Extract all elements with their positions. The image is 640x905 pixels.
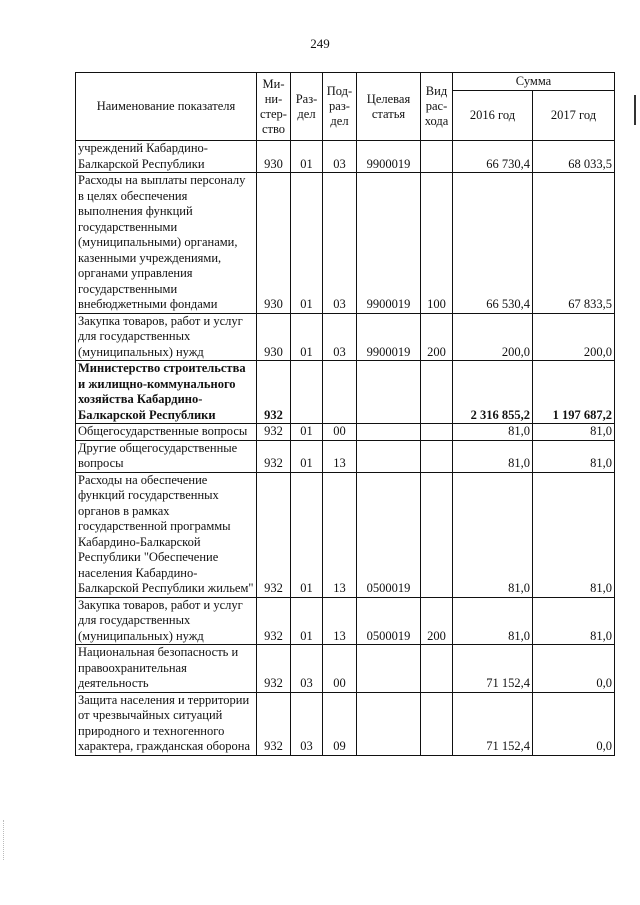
cell-target	[357, 424, 421, 441]
cell-ministry: 932	[257, 692, 291, 755]
cell-2016: 2 316 855,2	[453, 361, 533, 424]
table-row	[76, 141, 615, 173]
table-row	[76, 472, 615, 597]
table-body	[76, 141, 615, 756]
cell-section: 01	[291, 313, 323, 361]
cell-ministry: 932	[257, 597, 291, 645]
cell-section: 01	[291, 597, 323, 645]
cell-target	[357, 645, 421, 693]
cell-2017: 81,0	[533, 597, 615, 645]
cell-2016: 81,0	[453, 597, 533, 645]
cell-subsection: 13	[323, 472, 357, 597]
budget-table	[75, 72, 615, 756]
cell-2016: 66 530,4	[453, 173, 533, 314]
header-2016: 2016 год	[453, 91, 533, 141]
cell-expense: 100	[421, 173, 453, 314]
table-row	[76, 173, 615, 314]
cell-name: Министерство строительства и жилищно-коммунального хозяйства Кабардино-Балкарской Республики	[76, 361, 257, 424]
cell-section: 01	[291, 472, 323, 597]
cell-expense	[421, 361, 453, 424]
cell-name: Закупка товаров, работ и услуг для государственных (муниципальных) нужд	[76, 313, 257, 361]
cell-target: 9900019	[357, 313, 421, 361]
cell-target: 0500019	[357, 472, 421, 597]
cell-section: 01	[291, 173, 323, 314]
cell-expense: 200	[421, 313, 453, 361]
cell-target: 0500019	[357, 597, 421, 645]
cell-expense	[421, 141, 453, 173]
cell-2016: 81,0	[453, 440, 533, 472]
cell-2016: 66 730,4	[453, 141, 533, 173]
cell-target	[357, 440, 421, 472]
cell-ministry: 930	[257, 173, 291, 314]
cell-2017: 68 033,5	[533, 141, 615, 173]
cell-name: Защита населения и территории от чрезвычайных ситуаций природного и техногенного характера, гражданская оборона	[76, 692, 257, 755]
cell-subsection: 03	[323, 141, 357, 173]
cell-ministry: 932	[257, 440, 291, 472]
cell-name: Другие общегосударственные вопросы	[76, 440, 257, 472]
cell-expense	[421, 424, 453, 441]
table-row	[76, 361, 615, 424]
header-target: Целевая статья	[357, 73, 421, 141]
table-row	[76, 692, 615, 755]
table-row	[76, 440, 615, 472]
cell-2017: 67 833,5	[533, 173, 615, 314]
cell-subsection	[323, 361, 357, 424]
cell-target	[357, 692, 421, 755]
cell-section: 01	[291, 141, 323, 173]
cell-subsection: 13	[323, 440, 357, 472]
cell-subsection: 09	[323, 692, 357, 755]
cell-ministry: 932	[257, 424, 291, 441]
cell-2016: 81,0	[453, 472, 533, 597]
cell-target	[357, 361, 421, 424]
table-row	[76, 424, 615, 441]
page-number: 249	[310, 36, 330, 51]
cell-ministry: 930	[257, 141, 291, 173]
cell-name: Расходы на обеспечение функций государственных органов в рамках государственной программы Кабардино-Балкарской Республики "Обеспечение населения Кабардино-Балкарской Республики жильем"	[76, 472, 257, 597]
cell-ministry: 932	[257, 472, 291, 597]
cell-expense: 200	[421, 597, 453, 645]
cell-ministry: 930	[257, 313, 291, 361]
cell-2016: 71 152,4	[453, 645, 533, 693]
cell-2017: 81,0	[533, 472, 615, 597]
header-2017: 2017 год	[533, 91, 615, 141]
header-expense: Вид рас-хода	[421, 73, 453, 141]
header-name: Наименование показателя	[76, 73, 257, 141]
cell-2016: 81,0	[453, 424, 533, 441]
cell-2017: 81,0	[533, 440, 615, 472]
cell-expense	[421, 440, 453, 472]
table-row	[76, 313, 615, 361]
cell-target: 9900019	[357, 141, 421, 173]
cell-ministry: 932	[257, 645, 291, 693]
table-row	[76, 645, 615, 693]
cell-section	[291, 361, 323, 424]
cell-target: 9900019	[357, 173, 421, 314]
cell-expense	[421, 472, 453, 597]
scan-margin-mark	[3, 820, 6, 860]
cell-section: 01	[291, 440, 323, 472]
cell-2017: 0,0	[533, 692, 615, 755]
cell-name: учреждений Кабардино-Балкарской Республики	[76, 141, 257, 173]
cell-2017: 81,0	[533, 424, 615, 441]
cell-2016: 71 152,4	[453, 692, 533, 755]
cell-expense	[421, 645, 453, 693]
cell-subsection: 03	[323, 173, 357, 314]
cell-2017: 0,0	[533, 645, 615, 693]
cell-subsection: 00	[323, 645, 357, 693]
cell-2016: 200,0	[453, 313, 533, 361]
table-row	[76, 597, 615, 645]
cell-2017: 200,0	[533, 313, 615, 361]
cell-subsection: 00	[323, 424, 357, 441]
header-subsection: Под-раз-дел	[323, 73, 357, 141]
cell-subsection: 13	[323, 597, 357, 645]
header-section: Раз-дел	[291, 73, 323, 141]
cell-expense	[421, 692, 453, 755]
cell-name: Национальная безопасность и правоохранительная деятельность	[76, 645, 257, 693]
cell-ministry: 932	[257, 361, 291, 424]
header-sum: Сумма	[453, 73, 615, 91]
cell-name: Закупка товаров, работ и услуг для государственных (муниципальных) нужд	[76, 597, 257, 645]
cell-section: 03	[291, 692, 323, 755]
cell-section: 03	[291, 645, 323, 693]
header-ministry: Ми-ни-стер-ство	[257, 73, 291, 141]
scan-edge-mark	[634, 95, 638, 125]
cell-section: 01	[291, 424, 323, 441]
cell-name: Расходы на выплаты персоналу в целях обеспечения выполнения функций государственными (муниципальными) органами, казенными учреждениями, органами управления государственными внебюджетными фондами	[76, 173, 257, 314]
cell-2017: 1 197 687,2	[533, 361, 615, 424]
cell-subsection: 03	[323, 313, 357, 361]
cell-name: Общегосударственные вопросы	[76, 424, 257, 441]
